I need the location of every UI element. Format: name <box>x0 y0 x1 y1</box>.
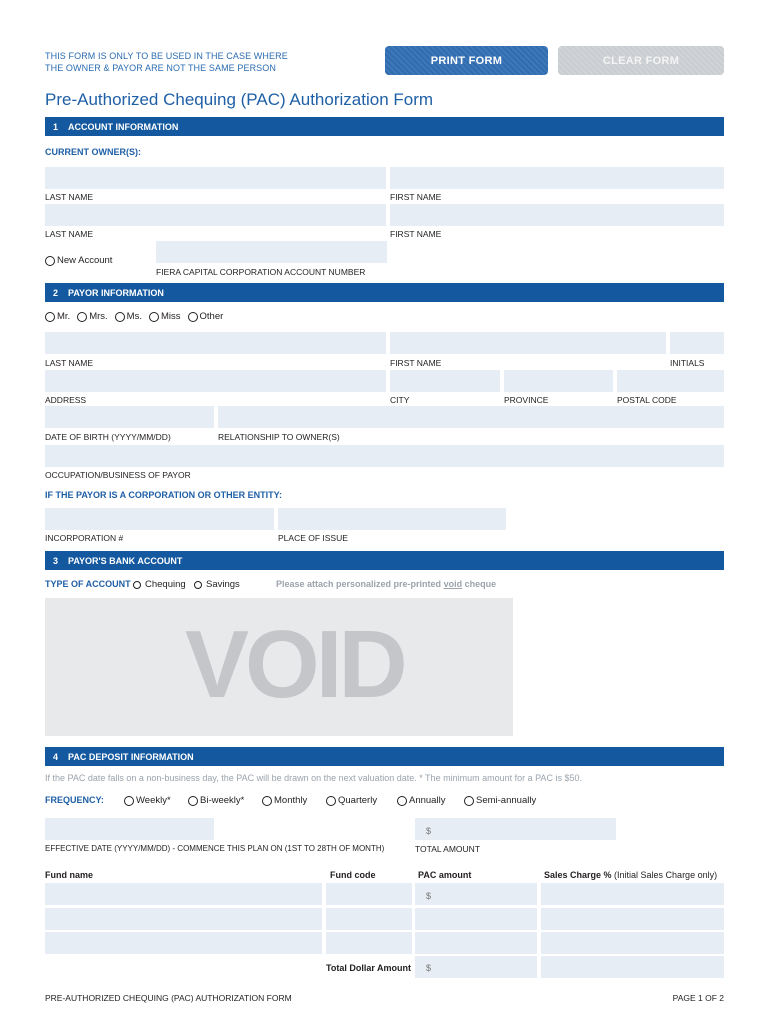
section-title: ACCOUNT INFORMATION <box>68 121 179 132</box>
total-amount-field[interactable] <box>415 818 616 840</box>
radio-circle[interactable] <box>149 312 159 322</box>
occupation-field[interactable] <box>45 445 724 467</box>
title-radio-other[interactable] <box>188 311 224 322</box>
fund-name-field-3[interactable] <box>45 932 322 954</box>
page-title: Pre-Authorized Chequing (PAC) Authorization Form <box>45 90 434 109</box>
radio-label: Mrs. <box>89 311 108 322</box>
radio-label: Weekly* <box>136 795 171 806</box>
frequency-weekly-radio[interactable] <box>124 795 171 806</box>
radio-circle[interactable] <box>77 312 87 322</box>
radio-circle[interactable] <box>397 796 407 806</box>
radio-label: Ms. <box>126 311 142 322</box>
radio-circle[interactable] <box>188 796 198 806</box>
radio-label: Bi-weekly* <box>200 795 245 806</box>
last-name-label: LAST NAME <box>45 192 94 202</box>
chequing-radio[interactable] <box>133 579 186 590</box>
radio-label: Other <box>199 311 224 322</box>
sales-charge-field-1[interactable] <box>541 883 724 905</box>
radio-label: Semi-annually <box>476 795 537 806</box>
radio-label: Monthly <box>274 795 308 806</box>
initials-label: INITIALS <box>670 358 705 368</box>
new-account-label: New Account <box>57 255 113 266</box>
radio-circle[interactable] <box>194 581 202 589</box>
fund-code-field-1[interactable] <box>326 883 412 905</box>
void-watermark: VOID <box>185 611 404 718</box>
owner2-first-name-field[interactable] <box>390 204 724 226</box>
clear-form-button[interactable]: CLEAR FORM <box>558 46 724 75</box>
first-name-label: FIRST NAME <box>390 358 442 368</box>
new-account-radio[interactable] <box>45 255 112 266</box>
incorporation-number-field[interactable] <box>45 508 274 530</box>
place-of-issue-label: PLACE OF ISSUE <box>278 533 348 543</box>
incorporation-label: INCORPORATION # <box>45 533 124 543</box>
title-radio-mrs[interactable] <box>77 311 107 322</box>
fund-code-field-2[interactable] <box>326 908 412 930</box>
notice-text <box>45 50 288 74</box>
pac-amount-header: PAC amount <box>418 870 472 880</box>
section-number: 1 <box>53 121 59 132</box>
fund-name-header: Fund name <box>45 870 94 880</box>
fund-name-field-2[interactable] <box>45 908 322 930</box>
frequency-quarterly-radio[interactable] <box>326 795 377 806</box>
sales-charge-field-2[interactable] <box>541 908 724 930</box>
current-owners-label: CURRENT OWNER(S): <box>45 147 141 157</box>
radio-circle[interactable] <box>262 796 272 806</box>
payor-title-radios <box>45 311 223 322</box>
type-of-account-label: TYPE OF ACCOUNT <box>45 579 131 589</box>
note-text: Please attach personalized pre-printed <box>276 579 444 589</box>
radio-circle[interactable] <box>133 581 141 589</box>
sales-charge-note: (Initial Sales Charge only) <box>611 870 718 880</box>
address-label: ADDRESS <box>45 395 87 405</box>
radio-label: Annually <box>409 795 446 806</box>
corporation-heading: IF THE PAYOR IS A CORPORATION OR OTHER ENTITY: <box>45 490 283 500</box>
occupation-label: OCCUPATION/BUSINESS OF PAYOR <box>45 470 191 480</box>
fund-name-field-1[interactable] <box>45 883 322 905</box>
last-name-label: LAST NAME <box>45 229 94 239</box>
section-1-header <box>45 117 724 136</box>
address-field[interactable] <box>45 370 386 392</box>
attach-cheque-note <box>276 579 496 589</box>
owner2-last-name-field[interactable] <box>45 204 386 226</box>
note-void-word: void <box>443 579 463 589</box>
radio-circle[interactable] <box>464 796 474 806</box>
fund-code-field-3[interactable] <box>326 932 412 954</box>
dollar-sign: $ <box>426 826 432 836</box>
fiera-account-number-label: FIERA CAPITAL CORPORATION ACCOUNT NUMBER <box>156 267 366 277</box>
section-number: 4 <box>53 751 59 762</box>
owner1-last-name-field[interactable] <box>45 167 386 189</box>
radio-circle[interactable] <box>124 796 134 806</box>
section-number: 2 <box>53 287 59 298</box>
pac-note: If the PAC date falls on a non-business day, the PAC will be drawn on the next valuation date. * The minimum amount for a PAC is $50. <box>45 773 582 783</box>
section-4-header <box>45 747 724 766</box>
frequency-monthly-radio[interactable] <box>262 795 307 806</box>
section-title: PAC DEPOSIT INFORMATION <box>68 751 194 762</box>
savings-radio[interactable] <box>194 579 240 590</box>
section-2-header <box>45 283 724 302</box>
owner1-first-name-field[interactable] <box>390 167 724 189</box>
first-name-label: FIRST NAME <box>390 229 442 239</box>
title-radio-ms[interactable] <box>115 311 142 322</box>
fund-code-header: Fund code <box>330 870 376 880</box>
total-amount-label: TOTAL AMOUNT <box>415 844 481 854</box>
radio-circle[interactable] <box>115 312 125 322</box>
section-title: PAYOR INFORMATION <box>68 287 164 298</box>
total-dollar-amount-label: Total Dollar Amount <box>326 963 411 973</box>
sales-charge-header <box>544 870 717 880</box>
payor-last-name-field[interactable] <box>45 332 386 354</box>
date-of-birth-field[interactable] <box>45 406 214 428</box>
postal-code-field[interactable] <box>617 370 724 392</box>
frequency-semiannually-radio[interactable] <box>464 795 536 806</box>
pac-amount-field-3[interactable] <box>415 932 537 954</box>
dollar-sign: $ <box>426 963 432 973</box>
city-field[interactable] <box>390 370 500 392</box>
notice-line-1: THIS FORM IS ONLY TO BE USED IN THE CASE WHERE <box>45 51 288 61</box>
total-sales-charge-field[interactable] <box>541 956 724 978</box>
frequency-label: FREQUENCY: <box>45 795 104 805</box>
radio-circle[interactable] <box>188 312 198 322</box>
radio-circle[interactable] <box>45 256 55 266</box>
title-radio-mr[interactable] <box>45 311 70 322</box>
dollar-sign: $ <box>426 891 432 901</box>
province-field[interactable] <box>504 370 613 392</box>
last-name-label: LAST NAME <box>45 358 94 368</box>
relationship-label: RELATIONSHIP TO OWNER(S) <box>218 432 340 442</box>
radio-label: Mr. <box>57 311 71 322</box>
total-dollar-amount-field[interactable] <box>415 956 537 978</box>
frequency-biweekly-radio[interactable] <box>188 795 244 806</box>
radio-circle[interactable] <box>45 312 55 322</box>
pac-amount-field-2[interactable] <box>415 908 537 930</box>
payor-first-name-field[interactable] <box>390 332 666 354</box>
section-3-header <box>45 551 724 570</box>
sales-charge-title: Sales Charge % <box>544 870 612 880</box>
postal-code-label: POSTAL CODE <box>617 395 677 405</box>
first-name-label: FIRST NAME <box>390 192 442 202</box>
footer-form-title: PRE-AUTHORIZED CHEQUING (PAC) AUTHORIZATION FORM <box>45 993 292 1003</box>
fiera-account-number-field[interactable] <box>156 241 387 263</box>
frequency-annually-radio[interactable] <box>397 795 445 806</box>
note-text: cheque <box>462 579 497 589</box>
relationship-field[interactable] <box>218 406 724 428</box>
effective-date-field[interactable] <box>45 818 214 840</box>
footer-page-number: PAGE 1 OF 2 <box>672 993 724 1003</box>
effective-date-label: EFFECTIVE DATE (YYYY/MM/DD) - COMMENCE THIS PLAN ON (1ST TO 28TH OF MONTH) <box>45 844 385 853</box>
sales-charge-field-3[interactable] <box>541 932 724 954</box>
radio-circle[interactable] <box>326 796 336 806</box>
city-label: CITY <box>390 395 410 405</box>
pac-amount-field-1[interactable] <box>415 883 537 905</box>
province-label: PROVINCE <box>504 395 549 405</box>
section-number: 3 <box>53 555 59 566</box>
date-of-birth-label: DATE OF BIRTH (YYYY/MM/DD) <box>45 432 171 442</box>
radio-label: Miss <box>160 311 181 322</box>
chequing-label: Chequing <box>145 579 186 590</box>
place-of-issue-field[interactable] <box>278 508 506 530</box>
radio-label: Quarterly <box>338 795 378 806</box>
print-form-button[interactable]: PRINT FORM <box>385 46 548 75</box>
title-radio-miss[interactable] <box>149 311 181 322</box>
notice-line-2: THE OWNER & PAYOR ARE NOT THE SAME PERSON <box>45 63 276 73</box>
section-title: PAYOR'S BANK ACCOUNT <box>68 555 183 566</box>
payor-initials-field[interactable] <box>670 332 724 354</box>
savings-label: Savings <box>206 579 240 590</box>
